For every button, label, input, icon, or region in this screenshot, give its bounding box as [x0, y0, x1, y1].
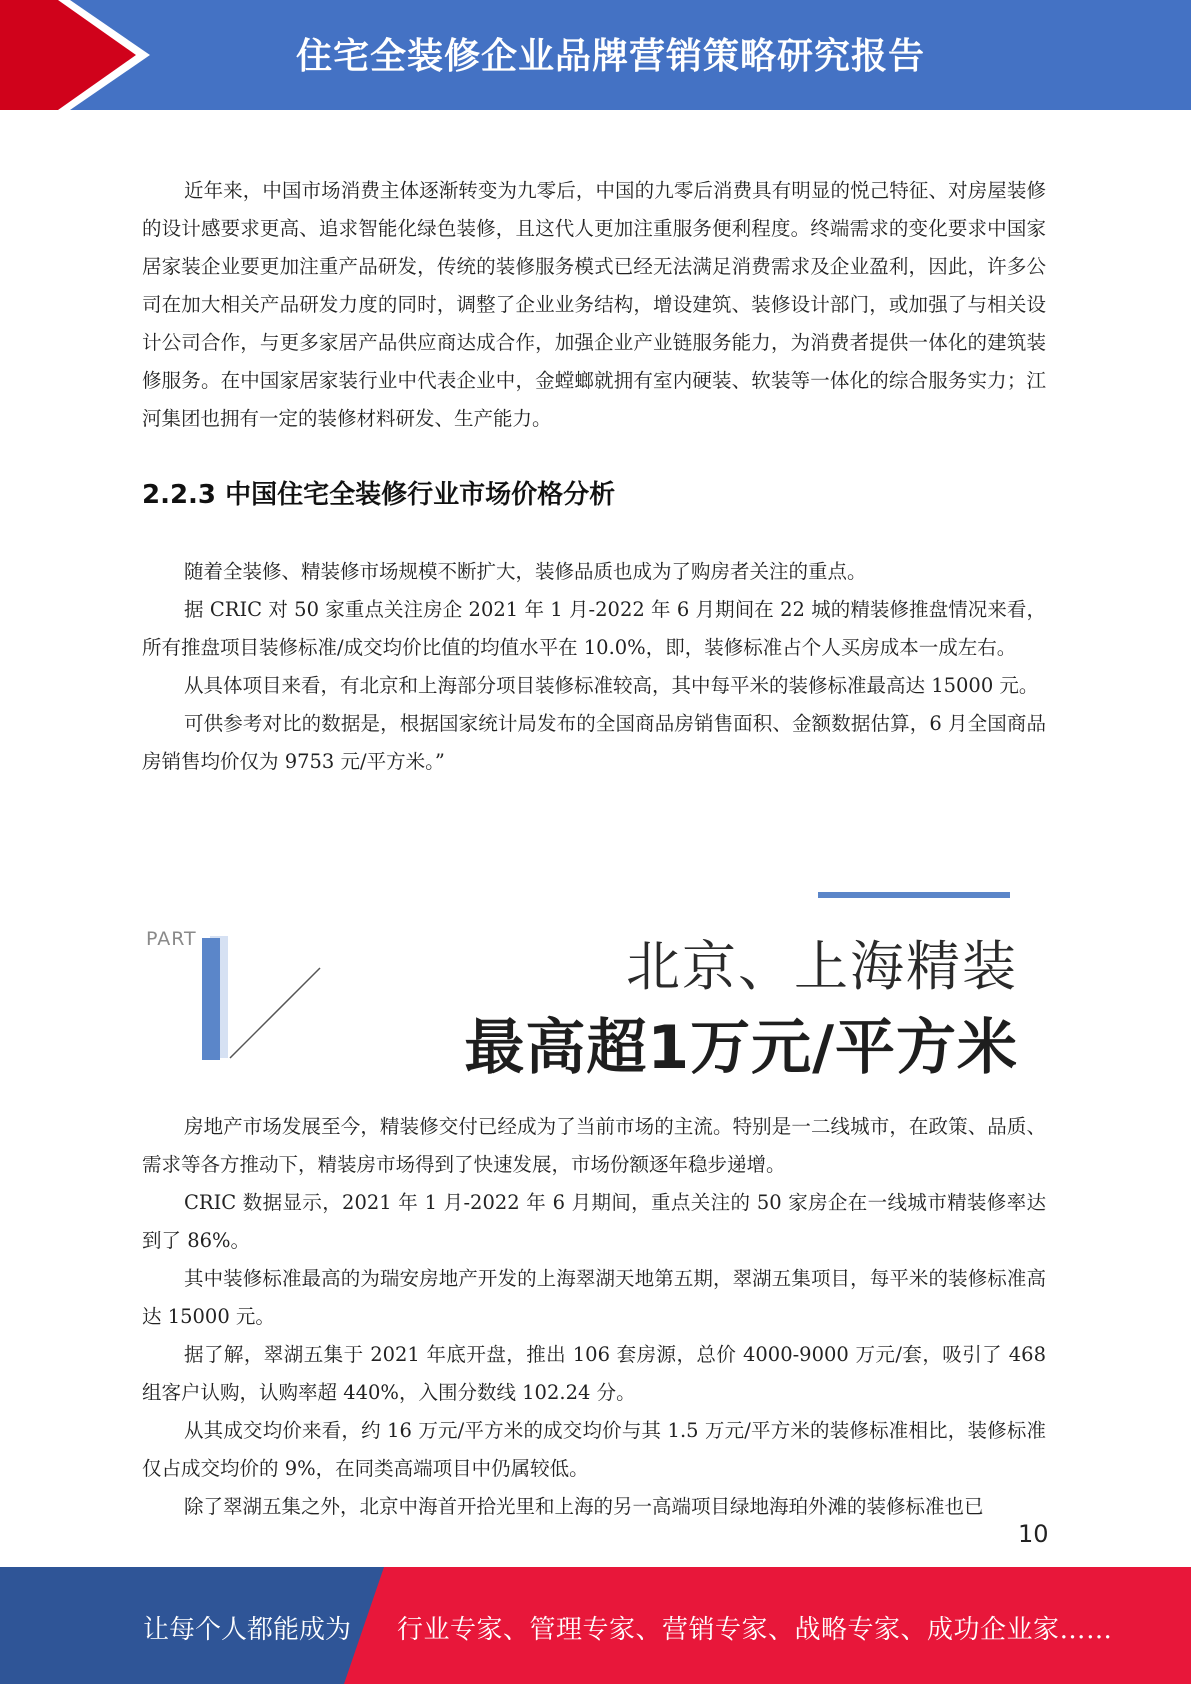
banner-accent-bar	[818, 892, 1010, 898]
after-banner-body	[142, 1108, 1046, 1526]
body-paragraph: 据了解，翠湖五集于 2021 年底开盘，推出 106 套房源，总价 4000-9000 万元/套，吸引了 468 组客户认购，认购率超 440%，入围分数线 102.24 分。	[142, 1343, 1046, 1404]
page-number: 10	[1018, 1520, 1049, 1548]
body-paragraph: 其中装修标准最高的为瑞安房地产开发的上海翠湖天地第五期，翠湖五集项目，每平米的装修标准高达 15000 元。	[142, 1267, 1046, 1328]
page-header	[0, 0, 1191, 110]
banner-part-label: PART	[146, 928, 197, 950]
body-paragraph: 房地产市场发展至今，精装修交付已经成为了当前市场的主流。特别是一二线城市，在政策、品质、需求等各方推动下，精装房市场得到了快速发展，市场份额逐年稳步递增。	[142, 1115, 1046, 1176]
section-paragraph: 随着全装修、精装修市场规模不断扩大，装修品质也成为了购房者关注的重点。	[184, 560, 867, 583]
banner-headline-line1: 北京、上海精装	[626, 935, 1018, 998]
section-paragraph: 从具体项目来看，有北京和上海部分项目装修标准较高，其中每平米的装修标准最高达 15000 元。	[184, 674, 1039, 697]
banner-headline-line2: 最高超1万元/平方米	[464, 1013, 1018, 1083]
section-paragraph: 可供参考对比的数据是，根据国家统计局发布的全国商品房销售面积、金额数据估算，6 月全国商品房销售均价仅为 9753 元/平方米。”	[142, 712, 1046, 773]
part-number-graphic	[200, 928, 370, 1068]
section-paragraph: 据 CRIC 对 50 家重点关注房企 2021 年 1 月-2022 年 6 月期间在 22 城的精装修推盘情况来看，所有推盘项目装修标准/成交均价比值的均值水平在 10.0%，即，装修标准占个人买房成本一成左右。	[142, 598, 1046, 659]
footer-slogan-right: 行业专家、管理专家、营销专家、战略专家、成功企业家……	[397, 1615, 1113, 1645]
body-paragraph: CRIC 数据显示，2021 年 1 月-2022 年 6 月期间，重点关注的 50 家房企在一线城市精装修率达到了 86%。	[142, 1191, 1046, 1252]
section-body	[142, 553, 1046, 781]
intro-paragraph: 近年来，中国市场消费主体逐渐转变为九零后，中国的九零后消费具有明显的悦己特征、对房屋装修的设计感要求更高、追求智能化绿色装修，且这代人更加注重服务便利程度。终端需求的变化要求中国家居家装企业要更加注重产品研发，传统的装修服务模式已经无法满足消费需求及企业盈利，因此，许多公司在加大相关产品研发力度的同时，调整了企业业务结构，增设建筑、装修设计部门，或加强了与相关设计公司合作，与更多家居产品供应商达成合作，加强企业产业链服务能力，为消费者提供一体化的建筑装修服务。在中国家居家装行业中代表企业中，金螳螂就拥有室内硬装、软装等一体化的综合服务实力；江河集团也拥有一定的装修材料研发、生产能力。	[142, 179, 1046, 430]
footer-slogan-left: 让每个人都能成为	[143, 1615, 352, 1645]
page-footer	[0, 1567, 1191, 1684]
part-banner	[140, 888, 1040, 1083]
body-paragraph: 从其成交均价来看，约 16 万元/平方米的成交均价与其 1.5 万元/平方米的装修标准相比，装修标准仅占成交均价的 9%，在同类高端项目中仍属较低。	[142, 1419, 1046, 1480]
body-paragraph: 除了翠湖五集之外，北京中海首开拾光里和上海的另一高端项目绿地海珀外滩的装修标准也已	[184, 1495, 984, 1518]
section-heading: 2.2.3 中国住宅全装修行业市场价格分析	[142, 480, 616, 510]
report-title: 住宅全装修企业品牌营销策略研究报告	[295, 36, 925, 77]
intro-block	[142, 172, 1046, 438]
